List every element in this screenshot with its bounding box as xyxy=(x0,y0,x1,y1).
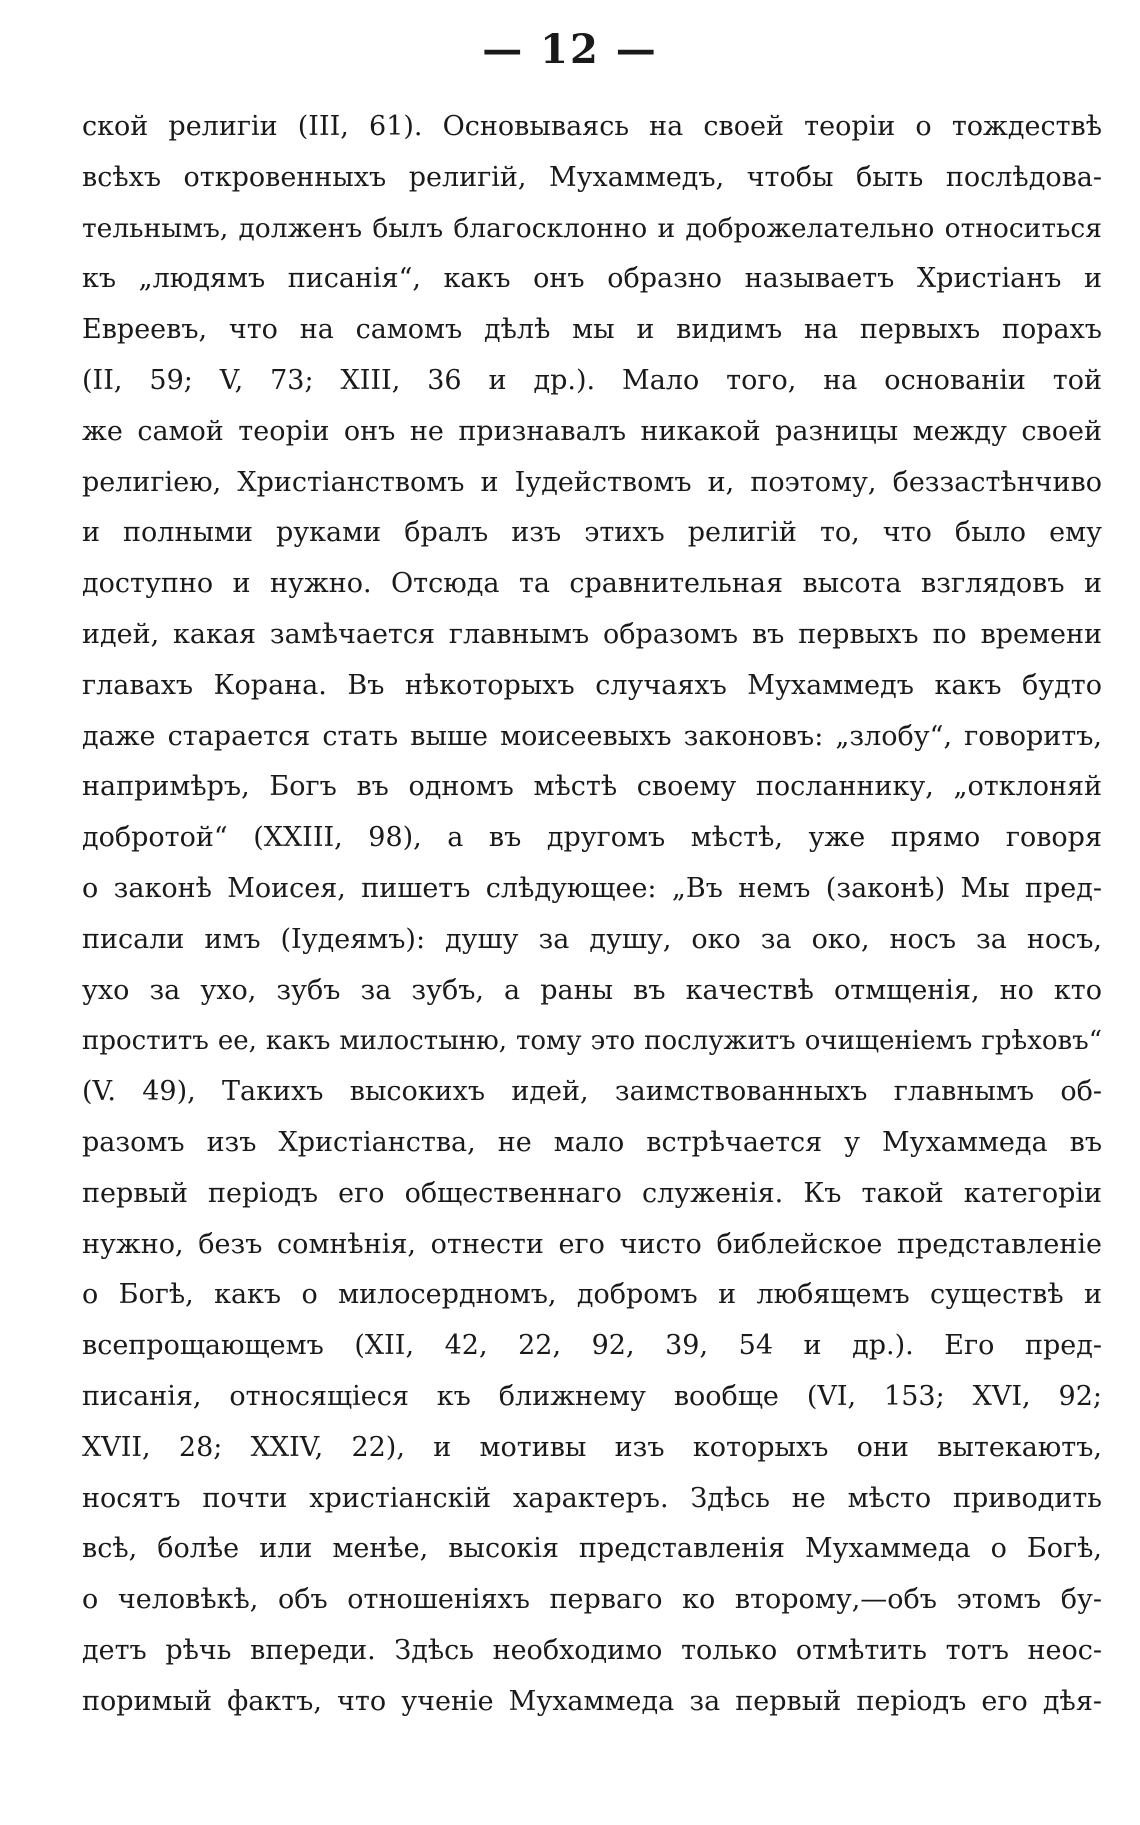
text-line: всепрощающемъ (XII, 42, 22, 92, 39, 54 и др.). Его пред- xyxy=(82,1330,1102,1362)
text-line: (II, 59; V, 73; XIII, 36 и др.). Мало того, на основаніи той xyxy=(82,364,1102,396)
text-line: проститъ ее, какъ милостыню, тому это послужитъ очищеніемъ грѣховъ“ xyxy=(82,1026,1102,1057)
text-line: главахъ Корана. Въ нѣкоторыхъ случаяхъ Мухаммедъ какъ будто xyxy=(82,669,1102,701)
text-line: о законѣ Моисея, пишетъ слѣдующее: „Въ немъ (законѣ) Мы пред- xyxy=(82,872,1102,904)
text-line: доступно и нужно. Отсюда та сравнительная высота взглядовъ и xyxy=(82,568,1102,600)
text-line: религіею, Христіанствомъ и Іудействомъ и, поэтому, беззастѣнчиво xyxy=(82,466,1102,498)
text-line: идей, какая замѣчается главнымъ образомъ въ первыхъ по времени xyxy=(82,618,1102,650)
text-line: напримѣръ, Богъ въ одномъ мѣстѣ своему посланнику, „отклоняй xyxy=(82,771,1102,803)
text-line: разомъ изъ Христіанства, не мало встрѣчается у Мухаммеда въ xyxy=(82,1126,1102,1158)
text-line: писали имъ (Іудеямъ): душу за душу, око за око, носъ за носъ, xyxy=(82,923,1102,955)
text-line: XVII, 28; XXIV, 22), и мотивы изъ которыхъ они вытекаютъ, xyxy=(82,1431,1102,1463)
text-line: поримый фактъ, что ученіе Мухаммеда за первый періодъ его дѣя- xyxy=(82,1685,1102,1717)
text-line: добротой“ (XXIII, 98), а въ другомъ мѣстѣ, уже прямо говоря xyxy=(82,822,1102,854)
text-line: тельнымъ, долженъ былъ благосклонно и доброжелательно относиться xyxy=(82,212,1102,244)
text-line: Евреевъ, что на самомъ дѣлѣ мы и видимъ на первыхъ порахъ xyxy=(82,314,1102,346)
text-line: первый періодъ его общественнаго служенія. Къ такой категоріи xyxy=(82,1177,1102,1209)
text-line: къ „людямъ писанія“, какъ онъ образно называетъ Христіанъ и xyxy=(82,263,1102,295)
text-line: ухо за ухо, зубъ за зубъ, а раны въ качествѣ отмщенія, но кто xyxy=(82,974,1102,1006)
body-text xyxy=(82,102,1102,1728)
text-line: всѣхъ откровенныхъ религій, Мухаммедъ, чтобы быть послѣдова- xyxy=(82,161,1102,193)
text-line: даже старается стать выше моисеевыхъ законовъ: „злобу“, говоритъ, xyxy=(82,720,1102,752)
text-line: о человѣкѣ, объ отношеніяхъ перваго ко второму,—объ этомъ бу- xyxy=(82,1584,1102,1616)
text-line: и полными руками бралъ изъ этихъ религій то, что было ему xyxy=(82,517,1102,549)
text-line: нужно, безъ сомнѣнія, отнести его чисто библейское представленіе xyxy=(82,1228,1102,1260)
text-line: носятъ почти христіанскій характеръ. Здѣсь не мѣсто приводить xyxy=(82,1482,1102,1514)
text-line: детъ рѣчь впереди. Здѣсь необходимо только отмѣтить тотъ неос- xyxy=(82,1634,1102,1666)
text-line: ской религіи (III, 61). Основываясь на своей теоріи о тождествѣ xyxy=(82,111,1102,142)
text-line: о Богѣ, какъ о милосердномъ, добромъ и любящемъ существѣ и xyxy=(82,1279,1102,1311)
text-line: всѣ, болѣе или менѣе, высокія представленія Мухаммеда о Богѣ, xyxy=(82,1533,1102,1565)
text-line: писанія, относящіеся къ ближнему вообще (VI, 153; XVI, 92; xyxy=(82,1380,1102,1412)
text-line: (V. 49), Такихъ высокихъ идей, заимствованныхъ главнымъ об- xyxy=(82,1076,1102,1108)
page-number: — 12 — xyxy=(482,26,658,73)
text-line: же самой теоріи онъ не признавалъ никакой разницы между своей xyxy=(82,415,1102,447)
